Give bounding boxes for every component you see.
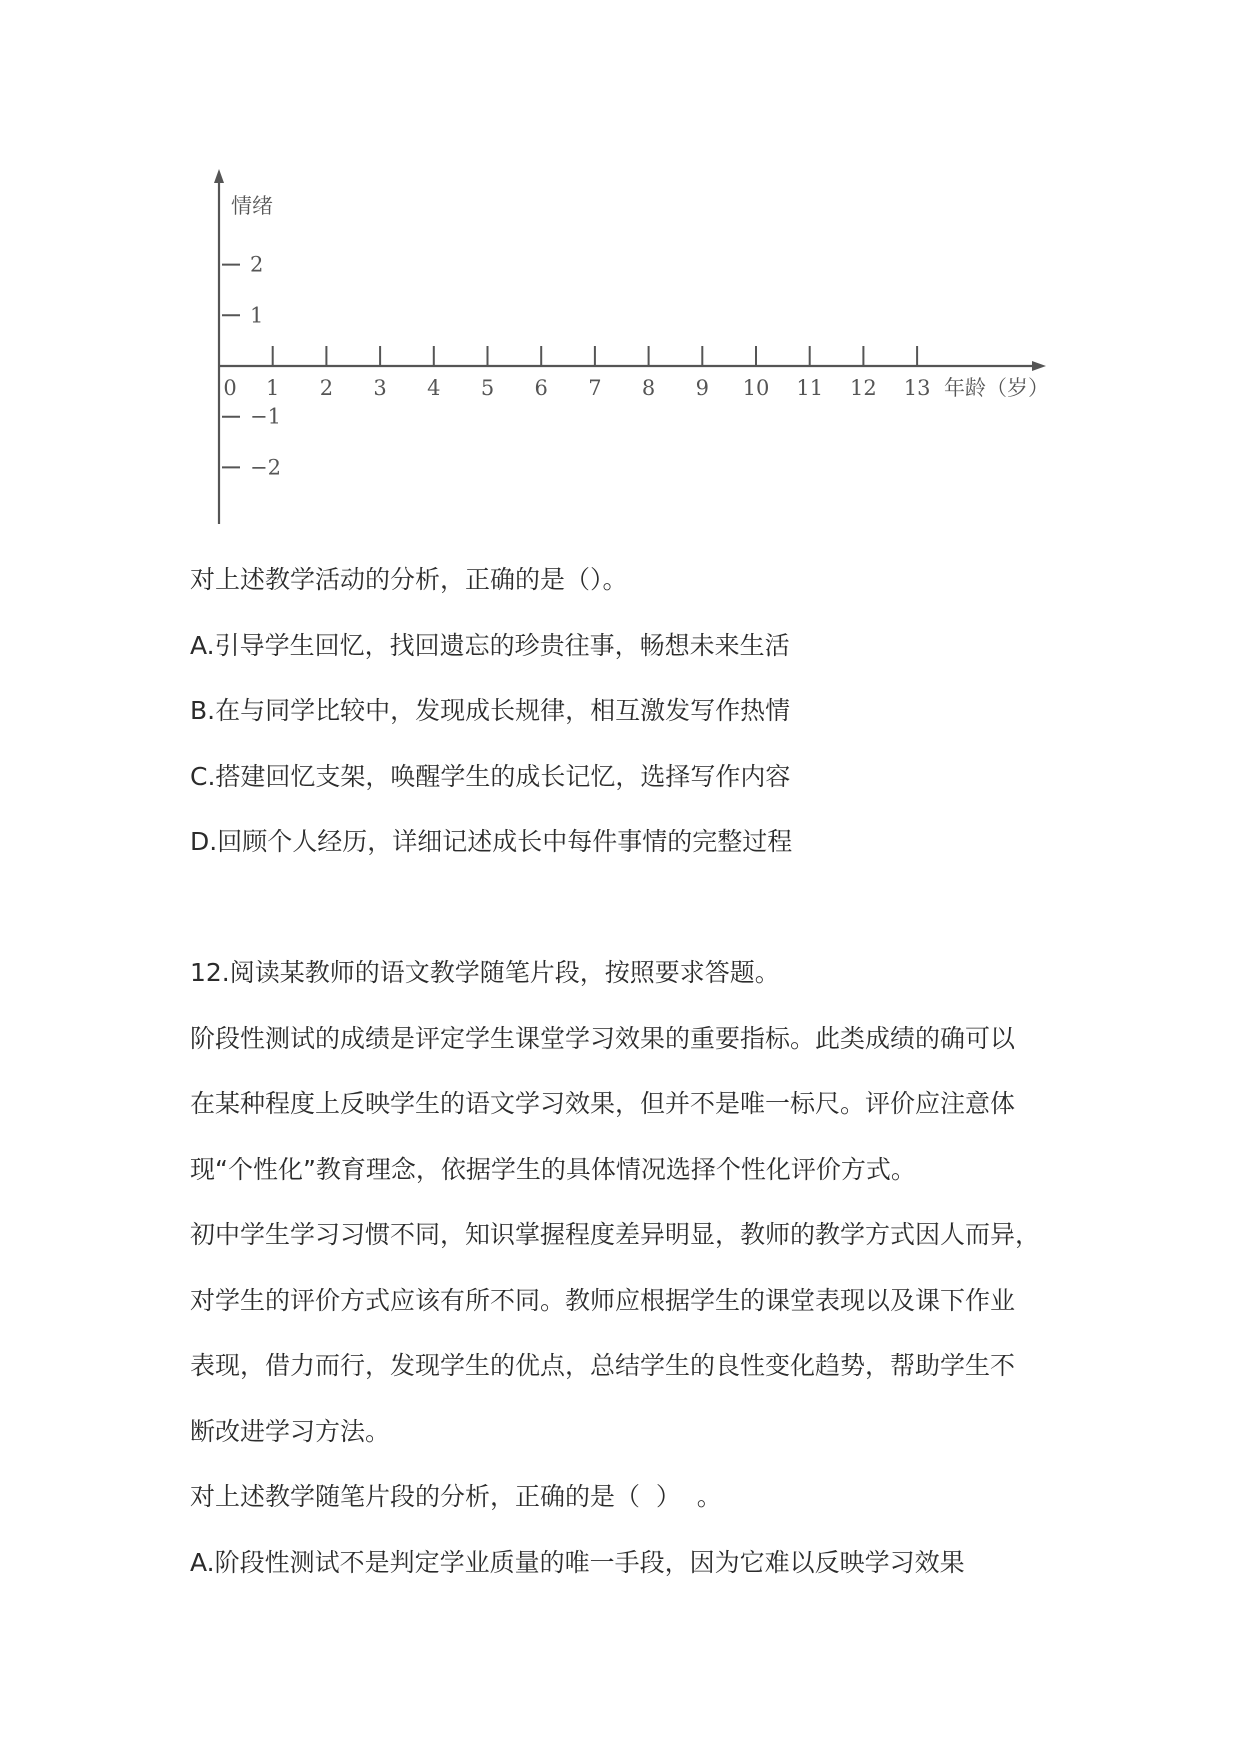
passage-paragraph-2 xyxy=(190,1202,1190,1464)
question-11-stem: 对上述教学活动的分析，正确的是（）。 xyxy=(190,565,628,594)
passage-line: 对学生的评价方式应该有所不同。教师应根据学生的课堂表现以及课下作业 xyxy=(190,1285,1016,1315)
question-text xyxy=(190,547,1190,1595)
question-11-option-b: B.在与同学比较中，发现成长规律，相互激发写作热情 xyxy=(190,696,791,725)
question-11-option-a: A.引导学生回忆，找回遗忘的珍贵往事，畅想未来生活 xyxy=(190,630,790,660)
x-tick-label-9: 9 xyxy=(695,376,709,400)
passage-line: 阶段性测试的成绩是评定学生课堂学习效果的重要指标。此类成绩的确可以 xyxy=(190,1023,1016,1053)
y-tick-label-2: 2 xyxy=(250,252,264,277)
x-tick-label-1: 1 xyxy=(266,376,280,400)
y-tick-label--1: −1 xyxy=(250,404,281,429)
x-tick-label-6: 6 xyxy=(534,376,548,400)
emotion-age-axis-chart xyxy=(0,0,1240,560)
chart-marks xyxy=(214,169,1049,524)
x-tick-label-2: 2 xyxy=(319,376,334,400)
y-axis-arrow-icon xyxy=(214,169,224,183)
question-12-title: 12.阅读某教师的语文教学随笔片段，按照要求答题。 xyxy=(190,958,780,987)
passage-line: 断改进学习方法。 xyxy=(190,1416,391,1446)
passage-line: 初中学生学习习惯不同，知识掌握程度差异明显，教师的教学方式因人而异， xyxy=(190,1220,1041,1249)
x-tick-label-0: 0 xyxy=(223,376,237,400)
question-11-option-d: D.回顾个人经历，详细记述成长中每件事情的完整过程 xyxy=(190,827,793,856)
x-tick-label-3: 3 xyxy=(373,376,387,400)
passage-paragraph-1 xyxy=(190,1006,1190,1203)
passage-line: 表现，借力而行，发现学生的优点，总结学生的良性变化趋势，帮助学生不 xyxy=(190,1351,1016,1380)
x-tick-label-7: 7 xyxy=(588,376,602,400)
x-tick-label-5: 5 xyxy=(480,376,495,400)
y-tick-label-1: 1 xyxy=(250,303,264,328)
x-axis-title: 年龄（岁） xyxy=(944,376,1049,400)
question-12-option-a: A.阶段性测试不是判定学业质量的唯一手段，因为它难以反映学习效果 xyxy=(190,1547,965,1577)
question-11 xyxy=(190,547,1190,875)
passage-line: 现“个性化”教育理念，依据学生的具体情况选择个性化评价方式。 xyxy=(190,1154,916,1184)
passage-line: 在某种程度上反映学生的语文学习效果，但并不是唯一标尺。评价应注意体 xyxy=(190,1089,1016,1118)
x-axis-arrow-icon xyxy=(1032,361,1046,371)
x-tick-label-10: 10 xyxy=(742,376,770,400)
x-tick-label-13: 13 xyxy=(903,376,931,400)
question-12 xyxy=(190,940,1190,1595)
y-tick-label--2: −2 xyxy=(250,455,281,480)
y-axis-title: 情绪 xyxy=(231,194,273,218)
x-tick-label-4: 4 xyxy=(427,376,441,400)
question-12-stem: 对上述教学随笔片段的分析，正确的是（ ） 。 xyxy=(190,1482,722,1511)
x-tick-label-8: 8 xyxy=(641,376,656,400)
question-11-option-c: C.搭建回忆支架，唤醒学生的成长记忆，选择写作内容 xyxy=(190,761,791,791)
x-tick-label-11: 11 xyxy=(796,376,824,400)
x-tick-label-12: 12 xyxy=(850,376,877,400)
